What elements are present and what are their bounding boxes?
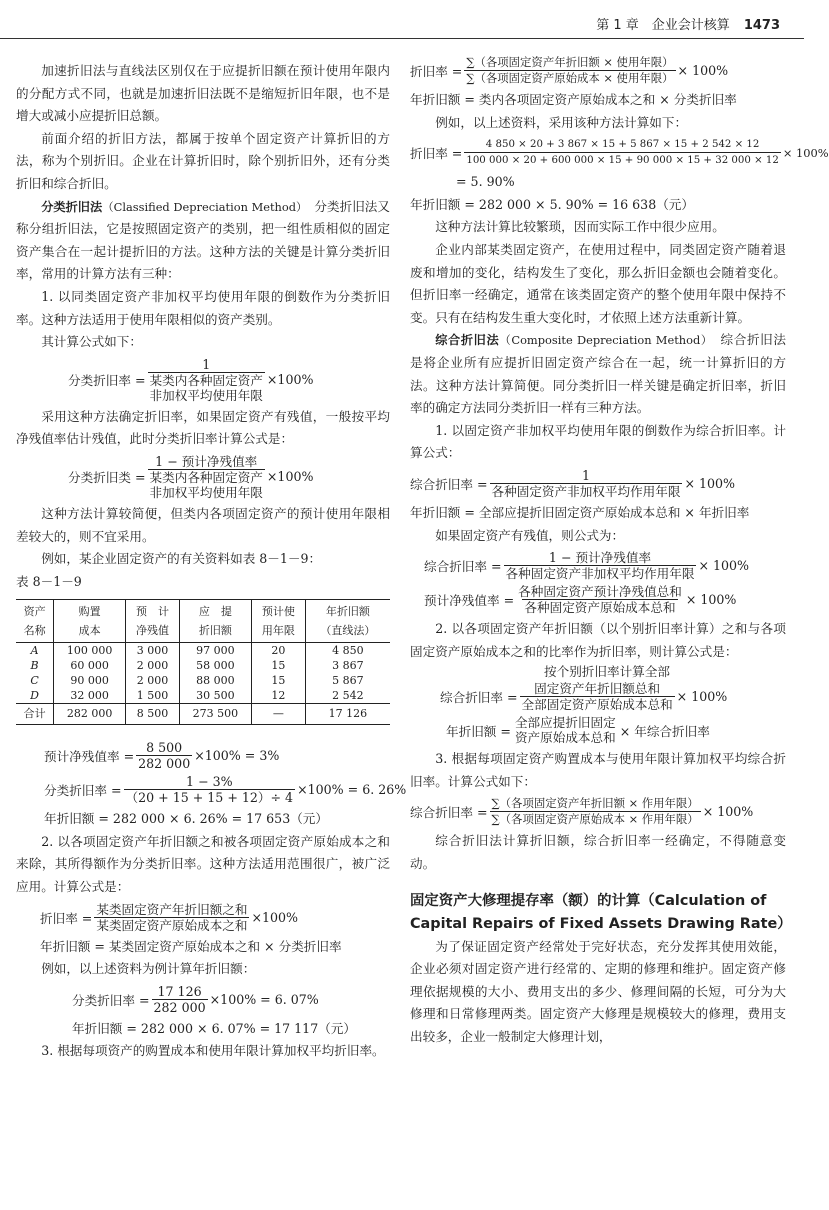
header-line: 资产 [23, 605, 46, 619]
header-line: 成本 [78, 624, 101, 638]
denominator: 100 000 × 20 + 600 000 × 15 + 90 000 × 15 + 32 000 × 12 [464, 152, 781, 168]
denominator: ∑（各项固定资产原始成本 × 作用年限） [491, 812, 699, 827]
numerator: 1 − 预计净残值率 [155, 453, 258, 469]
table-cell: 2 000 [125, 673, 179, 688]
formula-lhs: 分类折旧率 = [68, 373, 146, 389]
table-cell: 17 126 [305, 704, 390, 725]
paragraph: 为了保证固定资产经常处于完好状态，充分发挥其使用效能，企业必须对固定资产进行经常的、定期的修理和维护。固定资产修理依据规模的大小、费用支出的多少、修理间隔的长短，可分为大修理和日常修理两类。固定资产大修理是规模较大的修理，费用支出较多，企业一般制定大修理计划， [410, 938, 786, 1045]
fraction [520, 681, 675, 712]
formula-tail: ×100% = 6. 26% [297, 782, 407, 798]
formula-line: 年折旧额 = 282 000 × 6. 07% = 17 117（元） [72, 1020, 356, 1036]
table-cell: 32 000 [54, 688, 126, 704]
denominator-line: 某类内各种固定资产 [149, 372, 263, 388]
header-rule [0, 38, 804, 39]
header-line: 预 计 [136, 605, 169, 619]
formula-lhs: 预计净残值率 = [44, 749, 135, 765]
table-cell: 88 000 [180, 673, 252, 688]
numerator: 4 850 × 20 + 3 867 × 15 + 5 867 × 15 + 2 542 × 12 [485, 139, 760, 151]
numerator: 8 500 [146, 740, 183, 756]
table-cell: 15 [251, 673, 305, 688]
table-header-cell [125, 600, 179, 643]
header-line: 购置 [78, 605, 101, 619]
paragraph: 前面介绍的折旧方法，都属于按单个固定资产计算折旧的方法，称为个别折旧。企业在计算折旧时，除个别折旧外，还有分类折旧和综合折旧。 [16, 130, 390, 191]
table-cell: 273 500 [180, 704, 252, 725]
formula-tail: × 100% [782, 145, 829, 160]
paragraph: 这种方法计算比较繁琐，因而实际工作中很少应用。 [435, 219, 725, 235]
formula-lhs: 综合折旧率 = [424, 559, 502, 575]
table-cell: 30 500 [180, 688, 252, 704]
numerator: 某类固定资产年折旧额之和 [96, 901, 248, 917]
denominator [148, 372, 265, 403]
fraction [94, 902, 249, 933]
table-cell: 5 867 [305, 673, 390, 688]
formula [424, 584, 786, 615]
denominator [148, 469, 265, 500]
header-line: 名称 [23, 624, 46, 638]
table-header-cell [251, 600, 305, 643]
formula [72, 984, 390, 1015]
paragraph-text: 综合折旧法是将企业所有应提折旧固定资产综合在一起，统一计算折旧的方法。这种方法计算简便。同分类折旧一样关键是确定折旧率，折旧率的确定方法同分类折旧一样有三种方法。 [410, 332, 786, 416]
table-row [16, 673, 390, 688]
fraction [148, 357, 265, 403]
header-line: 年折旧额 [325, 605, 370, 619]
fraction [490, 796, 701, 827]
fraction [504, 550, 697, 581]
formula [44, 774, 407, 806]
denominator: （20 + 15 + 15 + 12）÷ 4 [125, 790, 294, 806]
formula-tail: ×100% [266, 372, 314, 388]
denominator-line: 某类内各种固定资产 [149, 469, 263, 485]
fraction [136, 740, 192, 771]
formula-line: 年折旧额 = 某类固定资产原始成本之和 × 分类折旧率 [40, 938, 342, 954]
paragraph: 综合折旧法计算折旧额，综合折旧率一经确定，不得随意变动。 [410, 833, 786, 872]
denominator: 各种固定资产非加权平均作用年限 [505, 566, 695, 582]
formula-lhs: 折旧率 = [410, 64, 463, 79]
paragraph: 加速折旧法与直线法区别仅在于应提折旧额在预计使用年限内的分配方式不同，也就是加速折旧法既不是缩短折旧年限，也不是增大或减小应提折旧总额。 [16, 63, 390, 124]
fraction [516, 584, 684, 615]
table-cell: B [30, 659, 39, 673]
numerator: ∑（各项固定资产年折旧额 × 使用年限） [466, 55, 674, 69]
table-cell: 8 500 [125, 704, 179, 725]
table-cell: 97 000 [180, 643, 252, 659]
table-cell: 1 500 [125, 688, 179, 704]
formula [44, 740, 390, 771]
fraction [148, 454, 265, 500]
running-header [596, 14, 780, 33]
paragraph: 2. 以各项固定资产年折旧额之和被各项固定资产原始成本之和来除，其所得额作为分类折旧率。这种方法适用范围很广，被广泛应用。计算公式是： [16, 833, 390, 895]
term-english: （Classified Depreciation Method） [102, 199, 302, 214]
numerator: ∑（各项固定资产年折旧额 × 作用年限） [491, 796, 699, 811]
numerator: 固定资产年折旧额总和 [534, 681, 661, 697]
formula-line: 年折旧额 = 282 000 × 5. 90% = 16 638（元） [410, 196, 694, 212]
paragraph: 企业内部某类固定资产，在使用过程中，同类固定资产随着退废和增加的变化，结构发生了变化，那么折旧金额也会随着变化。但折旧率一经确定，通常在该类固定资产的整个使用年限中保持不变。只有在结构发生重大变化时，才依照上述方法重新计算。 [410, 241, 786, 325]
table-header-cell [16, 600, 54, 643]
depreciation-table [16, 599, 390, 725]
formula-lhs: 分类折旧类 = [68, 470, 146, 486]
term-english: （Composite Depreciation Method） [499, 333, 708, 348]
table-cell: 2 542 [305, 688, 390, 704]
table-header-row [16, 600, 390, 643]
table-caption: 表 8－1－9 [16, 573, 82, 589]
table-row [16, 643, 390, 659]
denominator-line: 非加权平均使用年限 [149, 387, 263, 403]
table-cell: 12 [251, 688, 305, 704]
header-line: （直线法） [320, 624, 376, 638]
term-heading: 综合折旧法 [435, 333, 500, 348]
formula [446, 715, 786, 745]
table-cell: 合计 [23, 707, 46, 721]
header-line: 应 提 [198, 605, 232, 619]
formula-tail: × 100% [676, 689, 728, 705]
formula [68, 454, 390, 500]
formula [410, 55, 786, 86]
table-row [16, 658, 390, 673]
formula [410, 796, 786, 827]
table-cell: — [251, 704, 305, 725]
formula [410, 137, 829, 168]
paragraph: 1. 以同类固定资产非加权平均使用年限的倒数作为分类折旧率。这种方法适用于使用年限相似的资产类别。 [16, 288, 390, 327]
paragraph: 例如，某企业固定资产的有关资料如表 8－1－9： [41, 551, 322, 567]
formula-tail: × 100% [685, 592, 737, 608]
denominator: 某类固定资产原始成本之和 [96, 917, 248, 933]
fraction [152, 984, 208, 1015]
numerator: 17 126 [157, 983, 202, 999]
table-cell: 15 [251, 658, 305, 673]
formula [68, 357, 390, 403]
numerator: 1 − 3% [186, 774, 233, 790]
table-cell: C [30, 674, 39, 688]
denominator: 282 000 [138, 756, 191, 772]
paragraph: 如果固定资产有残值，则公式为： [435, 527, 625, 543]
table-cell: 58 000 [180, 658, 252, 673]
formula-lhs: 综合折旧率 = [440, 690, 518, 706]
fraction [464, 55, 675, 86]
numerator: 1 − 预计净残值率 [548, 550, 652, 566]
table-cell: 2 000 [125, 658, 179, 673]
header-line: 用年限 [261, 624, 295, 638]
formula [440, 681, 786, 712]
formula-lhs: 预计净残值率 = [424, 593, 515, 609]
denominator: 资产原始成本总和 [514, 730, 616, 746]
table-header-cell [54, 600, 126, 643]
denominator: 282 000 [153, 999, 206, 1015]
formula-line: 年折旧额 = 类内各项固定资产原始成本之和 × 分类折旧率 [410, 92, 737, 107]
table-cell: 4 850 [305, 643, 390, 659]
paragraph [16, 196, 390, 286]
numerator: 全部应提折旧固定 [514, 715, 616, 731]
formula-tail: ×100% [251, 909, 299, 925]
formula-tail: ×100% = 3% [194, 748, 280, 764]
header-line: 预计使 [261, 605, 295, 619]
paragraph: 例如，以上述资料为例计算年折旧额： [41, 961, 256, 977]
left-column [16, 60, 407, 1063]
formula-result: = 5. 90% [456, 174, 515, 190]
formula-lhs: 分类折旧率 = [72, 992, 150, 1008]
fraction [490, 468, 683, 499]
fraction [124, 774, 296, 805]
right-column [410, 52, 829, 1049]
formula-lhs: 综合折旧率 = [410, 476, 488, 492]
chapter-title: 第 1 章 企业会计核算 [596, 18, 730, 33]
formula [40, 902, 390, 933]
term-heading: 分类折旧法 [41, 199, 103, 214]
formula-tail: × 100% [702, 804, 754, 820]
numerator: 各种固定资产预计净残值总和 [518, 584, 682, 600]
paragraph-text: 分类折旧法又称分组折旧法，它是按照固定资产的类别，把一组性质相似的固定资产集合在一起计提折旧的方法。这种方法的关键是计算分类折旧率，常用的计算方法有三种： [16, 198, 391, 282]
paragraph: 这种方法计算较简便，但类内各项固定资产的预计使用年限相差较大的，则不宜采用。 [16, 505, 390, 544]
formula-tail: × 年综合折旧率 [619, 723, 710, 739]
table-cell: 100 000 [54, 643, 126, 659]
formula-tail: × 100% [698, 558, 749, 574]
page-number: 1473 [743, 18, 780, 33]
paragraph: 3. 根据每项固定资产购置成本与使用年限计算加权平均综合折旧率。计算公式如下： [410, 751, 786, 789]
formula-line: 年折旧额 = 全部应提折旧固定资产原始成本总和 × 年折旧率 [410, 504, 750, 520]
formula [424, 550, 786, 581]
denominator: 各种固定资产非加权平均作用年限 [491, 483, 681, 499]
paragraph [410, 329, 786, 419]
formula-lhs: 折旧率 = [410, 146, 463, 162]
formula [410, 468, 786, 499]
paragraph: 例如，以上述资料，采用该种方法计算如下： [435, 114, 688, 130]
formula-line: 年折旧额 = 282 000 × 6. 26% = 17 653（元） [44, 811, 328, 827]
table-total-row [16, 704, 390, 725]
paragraph: 2. 以各项固定资产年折旧额（以个别折旧率计算）之和与各项固定资产原始成本之和的比率作为折旧率，则计算公式是： [410, 621, 786, 659]
table-cell: A [30, 644, 39, 658]
formula-tail: × 100% [684, 475, 735, 491]
formula-tail: ×100% = 6. 07% [209, 991, 319, 1007]
paragraph: 3. 根据每项资产的购置成本和使用年限计算加权平均折旧率。 [41, 1043, 385, 1059]
formula-lhs: 综合折旧率 = [410, 805, 488, 821]
paragraph: 其计算公式如下： [41, 334, 142, 350]
formula-tail: × 100% [677, 63, 729, 78]
numerator: 1 [202, 356, 211, 372]
formula-lhs: 折旧率 = [40, 910, 93, 926]
table-cell: D [30, 689, 39, 703]
section-heading: 固定资产大修理提存率（额）的计算（Calculation of Capital Repairs of Fixed Assets Drawing Rate） [410, 892, 792, 932]
fraction [464, 137, 781, 168]
table-cell: 3 000 [125, 643, 179, 659]
denominator-line: 非加权平均使用年限 [149, 484, 263, 500]
header-line: 折旧额 [198, 624, 232, 638]
paragraph: 采用这种方法确定折旧率，如果固定资产有残值，一般按平均净残值率估计残值，此时分类折旧率计算公式是： [16, 408, 390, 447]
table-header-cell [180, 600, 252, 643]
header-line: 净残值 [136, 624, 169, 638]
numerator: 1 [581, 467, 590, 483]
table-cell: 60 000 [54, 658, 126, 673]
formula-lhs: 分类折旧率 = [44, 783, 122, 799]
table-cell: 3 867 [305, 658, 390, 673]
table-row [16, 688, 390, 704]
table-cell: 90 000 [54, 673, 126, 688]
denominator: 全部固定资产原始成本总和 [521, 697, 673, 713]
formula-above: 按个别折旧率计算全部 [544, 664, 670, 680]
denominator: ∑（各项固定资产原始成本 × 使用年限） [466, 71, 674, 85]
paragraph: 1. 以固定资产非加权平均使用年限的倒数作为综合折旧率。计算公式： [410, 422, 786, 461]
denominator: 各种固定资产原始成本总和 [524, 600, 676, 616]
table-header-cell [305, 600, 390, 643]
fraction [513, 715, 618, 745]
table-cell: 282 000 [54, 704, 126, 725]
table-cell: 20 [251, 643, 305, 659]
formula-tail: ×100% [266, 469, 314, 485]
formula-lhs: 年折旧额 = [446, 723, 511, 739]
